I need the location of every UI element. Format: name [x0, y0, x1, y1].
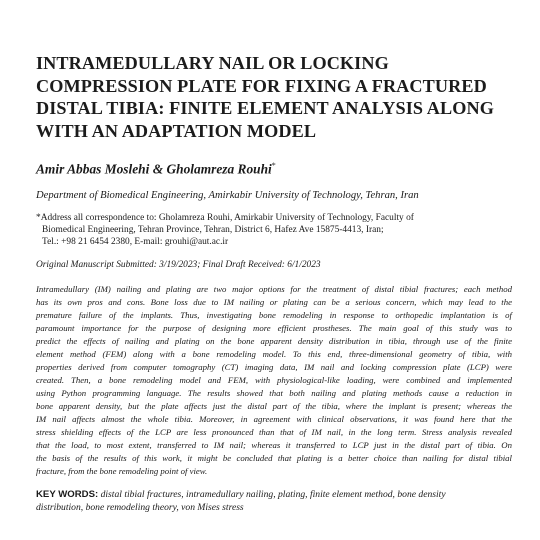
- abstract-line: IM nail affects almost the whole tibia. Moreover, in agreement with clinical observations, it was found here that the: [36, 413, 512, 424]
- abstract-line: using Python programming language. The results showed that both nailing and plating methods cause a reduction in: [36, 387, 512, 398]
- title-line: COMPRESSION PLATE FOR FIXING A FRACTURED: [36, 75, 487, 96]
- abstract-line: that the load, to most extent, transferred to IM nail; whereas it transferred to LCP just in the distal part of tibia. On: [36, 439, 512, 450]
- correspondence-line: Tel.: +98 21 6454 2380, E-mail: grouhi@aut.ac.ir: [42, 236, 229, 247]
- author-names: Amir Abbas Moslehi & Gholamreza Rouhi: [36, 161, 272, 177]
- abstract-line: paramount importance for the purpose of designing more efficient prostheses. The main goal of this study was to: [36, 323, 512, 334]
- abstract-line: fracture, from the bone remodeling point of view.: [36, 465, 208, 476]
- abstract: [36, 283, 512, 477]
- abstract-line: created. Then, a bone remodeling model and FEM, with physiological-like loading, were combined and implemented: [36, 374, 512, 385]
- keywords-text: distal tibial fractures, intramedullary nailing, plating, finite element method, bone density: [100, 488, 446, 500]
- abstract-line: the basis of the results of this work, it might be concluded that plating is a better choice than nailing for distal tibial: [36, 452, 512, 463]
- keywords-label: KEY WORDS:: [36, 488, 99, 500]
- abstract-line: Intramedullary (IM) nailing and plating are two major options for the treatment of distal tibial fractures; each method: [36, 284, 512, 295]
- keywords-line: distribution, bone remodeling theory, von Mises stress: [36, 502, 244, 514]
- title-line: INTRAMEDULLARY NAIL OR LOCKING: [36, 53, 389, 73]
- paper-title: [36, 52, 512, 142]
- abstract-line: stress shielding effects of the LCP are less pronounced than that of IM nail, in the long term. Stress analysis revealed: [36, 426, 512, 437]
- title-line: DISTAL TIBIA: FINITE ELEMENT ANALYSIS ALONG: [36, 98, 494, 118]
- abstract-line: has its own pros and cons. Bone loss due to IM nailing or plating can be a serious concern, which may lead to the: [36, 297, 512, 308]
- author-list: [36, 158, 512, 177]
- abstract-line: properties derived from computer tomography (CT) imaging data, IM nail and locking compression plate (LCP) were: [36, 361, 512, 372]
- abstract-line: premature failure of the implants. Thus, investigating bone remodeling in response to orthopedic implantation is of: [36, 310, 512, 321]
- correspondence-line: Biomedical Engineering, Tehran Province, Tehran, District 6, Hafez Ave 15875-4413, Iran;: [42, 225, 384, 236]
- abstract-line: predict the effects of nailing and plating on the bone apparent density distribution in tibia, through use of the finite: [36, 336, 512, 347]
- keywords-block: [36, 488, 512, 515]
- paper-first-page: [36, 52, 512, 515]
- submission-dates: Original Manuscript Submitted: 3/19/2023; Final Draft Received: 6/1/2023: [36, 260, 321, 271]
- affiliation: Department of Biomedical Engineering, Amirkabir University of Technology, Tehran, Iran: [36, 190, 419, 202]
- corresponding-author-mark: *: [271, 161, 276, 170]
- correspondence-block: [36, 213, 466, 248]
- abstract-line: bone apparent density, but the plate affects just the distal part of the tibia, where the implant is present; whereas the: [36, 400, 512, 411]
- correspondence-line: *Address all correspondence to: Gholamreza Rouhi, Amirkabir University of Technology, Faculty of: [36, 213, 414, 224]
- keywords-line: [36, 488, 512, 502]
- title-line: WITH AN ADAPTATION MODEL: [36, 120, 317, 141]
- abstract-line: element method (FEM) along with a bone remodeling model. To this end, three-dimensional geometry of tibia, with: [36, 349, 512, 360]
